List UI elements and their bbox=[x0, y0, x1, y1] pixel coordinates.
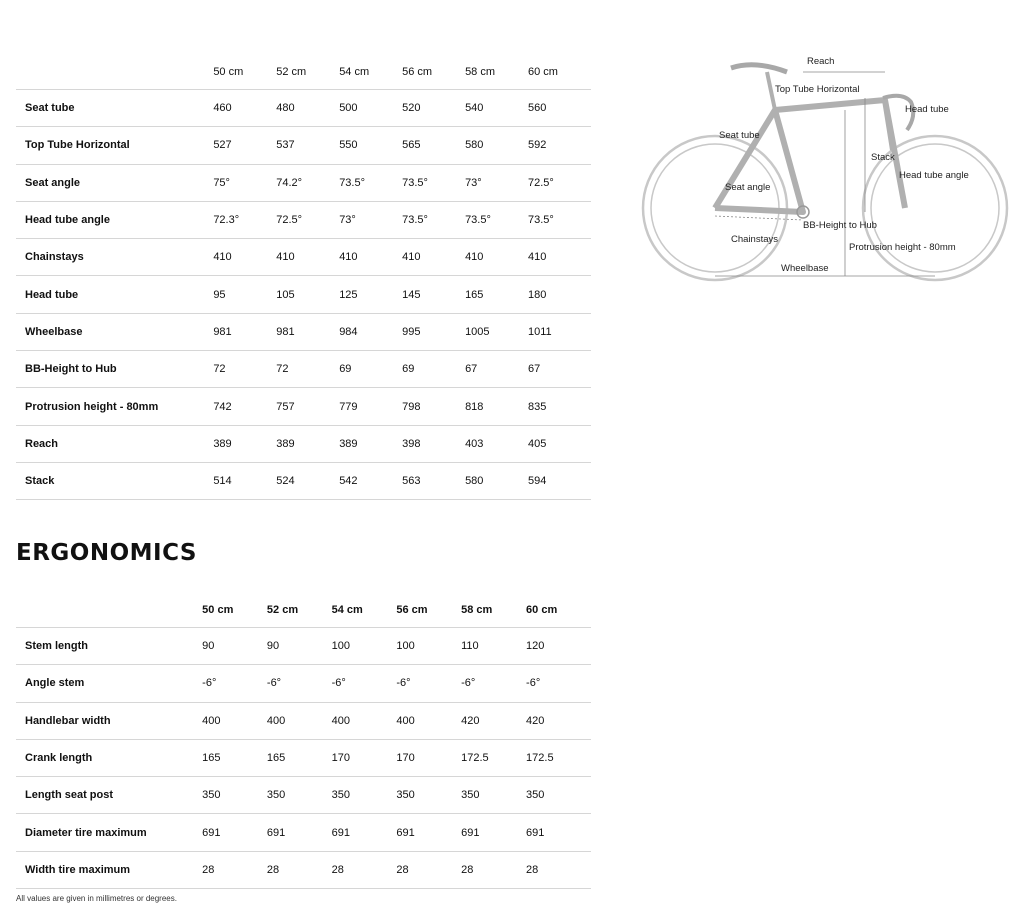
geometry-col-header: 52 cm bbox=[276, 65, 307, 78]
geometry-cell: 410 bbox=[339, 251, 358, 264]
geometry-cell: 165 bbox=[465, 288, 484, 301]
geometry-cell: 757 bbox=[276, 400, 295, 413]
ergonomics-cell: 165 bbox=[266, 752, 286, 765]
ergonomics-cell: 420 bbox=[461, 714, 480, 727]
geometry-row-label: Reach bbox=[25, 437, 59, 450]
geometry-cell: 460 bbox=[213, 102, 232, 115]
label-chainstays: Chainstays bbox=[731, 234, 778, 245]
label-head-tube: Head tube bbox=[905, 104, 949, 115]
geometry-cell: 410 bbox=[402, 251, 421, 264]
geometry-cell: 742 bbox=[213, 400, 232, 413]
ergonomics-header-row bbox=[16, 592, 591, 628]
ergonomics-row-label: Width tire maximum bbox=[25, 863, 131, 876]
geometry-row-label: Top Tube Horizontal bbox=[25, 139, 130, 152]
geometry-cell: 524 bbox=[276, 475, 295, 488]
ergonomics-row bbox=[16, 628, 591, 665]
ergonomics-cell: 90 bbox=[202, 640, 215, 653]
geometry-cell: 405 bbox=[528, 437, 547, 450]
geometry-row bbox=[16, 313, 591, 350]
label-stack: Stack bbox=[871, 152, 895, 163]
ergonomics-cell: 691 bbox=[396, 826, 415, 839]
footnote: All values are given in millimetres or degrees. bbox=[16, 894, 177, 903]
ergonomics-cell: 350 bbox=[461, 789, 480, 802]
ergonomics-cell: -6° bbox=[331, 677, 346, 690]
bike-geometry-diagram bbox=[635, 50, 1015, 290]
ergonomics-cell: 400 bbox=[396, 714, 415, 727]
ergonomics-cell: -6° bbox=[266, 677, 282, 690]
geometry-cell: 480 bbox=[276, 102, 295, 115]
geometry-cell: 410 bbox=[276, 251, 295, 264]
geometry-cell: 75° bbox=[213, 176, 230, 189]
geometry-cell: 95 bbox=[213, 288, 226, 301]
ergonomics-cell: -6° bbox=[396, 677, 411, 690]
seatpost bbox=[767, 72, 775, 110]
geometry-cell: 73.5° bbox=[339, 176, 365, 189]
geometry-cell: 410 bbox=[213, 251, 232, 264]
ergonomics-cell: 90 bbox=[266, 640, 280, 653]
geometry-cell: 580 bbox=[465, 475, 484, 488]
geometry-cell: 389 bbox=[276, 437, 295, 450]
label-wheelbase: Wheelbase bbox=[781, 263, 829, 274]
geometry-cell: 580 bbox=[465, 139, 484, 152]
ergonomics-col-header: 60 cm bbox=[526, 603, 558, 616]
ergonomics-row-label: Handlebar width bbox=[25, 714, 111, 727]
ergonomics-cell: -6° bbox=[461, 677, 476, 690]
ergonomics-cell: 165 bbox=[202, 752, 221, 765]
geometry-col-header: 58 cm bbox=[465, 65, 496, 78]
geometry-row bbox=[16, 201, 591, 238]
geometry-cell: 560 bbox=[528, 102, 547, 115]
diagram-labels bbox=[719, 56, 969, 274]
ergonomics-col-header: 50 cm bbox=[202, 603, 234, 616]
geometry-cell: 73° bbox=[339, 214, 356, 227]
geometry-row-label: Head tube bbox=[25, 288, 79, 301]
geometry-cell: 73.5° bbox=[528, 214, 554, 227]
geometry-cell: 779 bbox=[339, 400, 358, 413]
geometry-header-row bbox=[16, 54, 591, 90]
geometry-row bbox=[16, 90, 591, 127]
label-protrusion: Protrusion height - 80mm bbox=[849, 242, 956, 253]
geometry-cell: 565 bbox=[402, 139, 421, 152]
ergonomics-header-blank bbox=[16, 592, 202, 628]
geometry-row bbox=[16, 164, 591, 201]
geometry-cell: 981 bbox=[276, 325, 295, 338]
ergonomics-col-header: 56 cm bbox=[396, 603, 428, 616]
ergonomics-cell: 110 bbox=[461, 640, 479, 653]
label-bb-height: BB-Height to Hub bbox=[803, 220, 877, 231]
label-seat-angle: Seat angle bbox=[725, 182, 771, 193]
label-top-tube: Top Tube Horizontal bbox=[775, 84, 860, 95]
ergonomics-cell: 28 bbox=[331, 863, 344, 876]
ergonomics-cell: 170 bbox=[331, 752, 350, 765]
geometry-cell: 105 bbox=[276, 288, 295, 301]
geometry-cell: 69 bbox=[339, 363, 352, 376]
ergonomics-cell: 100 bbox=[331, 640, 350, 653]
geometry-cell: 835 bbox=[528, 400, 547, 413]
ergonomics-cell: -6° bbox=[202, 677, 217, 690]
geometry-cell: 798 bbox=[402, 400, 421, 413]
geometry-cell: 69 bbox=[402, 363, 415, 376]
geometry-cell: 72 bbox=[276, 363, 289, 376]
geometry-cell: 527 bbox=[213, 139, 232, 152]
geometry-cell: 74.2° bbox=[276, 176, 303, 189]
geometry-cell: 514 bbox=[213, 475, 232, 488]
geometry-cell: 67 bbox=[528, 363, 541, 376]
geometry-cell: 981 bbox=[213, 325, 232, 338]
geometry-cell: 520 bbox=[402, 102, 421, 115]
geometry-cell: 542 bbox=[339, 475, 358, 488]
geometry-cell: 410 bbox=[528, 251, 547, 264]
ergonomics-cell: 100 bbox=[396, 640, 415, 653]
ergonomics-row bbox=[16, 814, 591, 851]
ergonomics-row bbox=[16, 777, 591, 814]
geometry-row-label: Seat angle bbox=[25, 176, 81, 189]
geometry-cell: 398 bbox=[402, 437, 421, 450]
ergonomics-row-label: Angle stem bbox=[25, 677, 85, 690]
geometry-row-label: Protrusion height - 80mm bbox=[25, 400, 159, 413]
ergonomics-row-label: Diameter tire maximum bbox=[25, 826, 147, 839]
ergonomics-cell: 691 bbox=[202, 826, 221, 839]
geometry-col-header: 60 cm bbox=[528, 65, 558, 78]
geometry-col-header: 54 cm bbox=[339, 65, 370, 78]
ergonomics-cell: 350 bbox=[266, 789, 286, 802]
label-head-tube-angle: Head tube angle bbox=[899, 170, 969, 181]
geometry-row bbox=[16, 127, 591, 164]
geometry-cell: 72.5° bbox=[528, 176, 554, 189]
geometry-col-header: 50 cm bbox=[213, 65, 244, 78]
ergonomics-cell: 28 bbox=[202, 863, 215, 876]
ergonomics-row bbox=[16, 739, 591, 776]
geometry-cell: 594 bbox=[528, 475, 547, 488]
geometry-row-label: Wheelbase bbox=[25, 325, 83, 338]
geometry-row-label: Seat tube bbox=[25, 102, 75, 115]
geometry-row bbox=[16, 462, 591, 499]
geometry-cell: 550 bbox=[339, 139, 358, 152]
geometry-cell: 540 bbox=[465, 102, 484, 115]
geometry-header-blank bbox=[16, 54, 213, 90]
geometry-col-header: 56 cm bbox=[402, 65, 433, 78]
geometry-cell: 72.5° bbox=[276, 214, 303, 227]
label-reach: Reach bbox=[807, 56, 835, 67]
ergonomics-table bbox=[16, 592, 591, 889]
geometry-row bbox=[16, 425, 591, 462]
ergonomics-col-header: 54 cm bbox=[331, 603, 363, 616]
geometry-table-body bbox=[16, 90, 591, 500]
ergonomics-cell: 691 bbox=[461, 826, 480, 839]
ergonomics-cell: 420 bbox=[526, 714, 545, 727]
geometry-cell: 73° bbox=[465, 176, 482, 189]
geometry-cell: 995 bbox=[402, 325, 421, 338]
geometry-cell: 403 bbox=[465, 437, 484, 450]
chainstay-line bbox=[715, 216, 803, 220]
ergonomics-row bbox=[16, 665, 591, 702]
geometry-row bbox=[16, 351, 591, 388]
geometry-cell: 818 bbox=[465, 400, 484, 413]
geometry-table bbox=[16, 54, 591, 500]
geometry-cell: 410 bbox=[465, 251, 484, 264]
geometry-cell: 389 bbox=[339, 437, 358, 450]
geometry-cell: 1005 bbox=[465, 325, 490, 338]
ergonomics-cell: -6° bbox=[526, 677, 541, 690]
geometry-cell: 73.5° bbox=[465, 214, 491, 227]
ergonomics-cell: 350 bbox=[331, 789, 350, 802]
ergonomics-cell: 28 bbox=[461, 863, 474, 876]
ergonomics-cell: 172.5 bbox=[526, 752, 554, 765]
ergonomics-col-header: 58 cm bbox=[461, 603, 493, 616]
ergonomics-cell: 400 bbox=[331, 714, 350, 727]
ergonomics-cell: 691 bbox=[331, 826, 350, 839]
ergonomics-row bbox=[16, 702, 591, 739]
ergonomics-cell: 350 bbox=[526, 789, 545, 802]
geometry-cell: 537 bbox=[276, 139, 295, 152]
geometry-row-label: BB-Height to Hub bbox=[25, 363, 117, 376]
ergonomics-row-label: Crank length bbox=[25, 752, 93, 765]
geometry-cell: 500 bbox=[339, 102, 358, 115]
geometry-row bbox=[16, 276, 591, 313]
geometry-row bbox=[16, 239, 591, 276]
ergonomics-title: ERGONOMICS bbox=[16, 540, 197, 566]
ergonomics-cell: 28 bbox=[526, 863, 539, 876]
geometry-cell: 72.3° bbox=[213, 214, 240, 227]
geometry-cell: 563 bbox=[402, 475, 421, 488]
geometry-cell: 592 bbox=[528, 139, 547, 152]
geometry-cell: 180 bbox=[528, 288, 547, 301]
geometry-cell: 73.5° bbox=[402, 214, 428, 227]
ergonomics-table-body bbox=[16, 628, 591, 889]
ergonomics-cell: 28 bbox=[396, 863, 409, 876]
ergonomics-cell: 691 bbox=[526, 826, 545, 839]
saddle bbox=[731, 65, 787, 72]
ergonomics-cell: 691 bbox=[266, 826, 286, 839]
ergonomics-col-header: 52 cm bbox=[266, 603, 299, 616]
ergonomics-cell: 350 bbox=[202, 789, 221, 802]
geometry-row-label: Head tube angle bbox=[25, 214, 110, 227]
geometry-cell: 73.5° bbox=[402, 176, 428, 189]
geometry-cell: 389 bbox=[213, 437, 232, 450]
geometry-cell: 125 bbox=[339, 288, 358, 301]
ergonomics-cell: 28 bbox=[266, 863, 280, 876]
geometry-cell: 1011 bbox=[528, 325, 552, 338]
ergonomics-cell: 172.5 bbox=[461, 752, 489, 765]
ergonomics-cell: 170 bbox=[396, 752, 415, 765]
geometry-cell: 984 bbox=[339, 325, 358, 338]
geometry-row-label: Chainstays bbox=[25, 251, 84, 264]
ergonomics-row bbox=[16, 851, 591, 888]
geometry-cell: 67 bbox=[465, 363, 478, 376]
ergonomics-cell: 350 bbox=[396, 789, 415, 802]
geometry-cell: 145 bbox=[402, 288, 421, 301]
geometry-cell: 72 bbox=[213, 363, 226, 376]
ergonomics-cell: 400 bbox=[266, 714, 286, 727]
ergonomics-cell: 400 bbox=[202, 714, 221, 727]
ergonomics-cell: 120 bbox=[526, 640, 545, 653]
ergonomics-row-label: Length seat post bbox=[25, 789, 114, 802]
geometry-row bbox=[16, 388, 591, 425]
ergonomics-row-label: Stem length bbox=[25, 640, 88, 653]
geometry-row-label: Stack bbox=[25, 475, 55, 488]
label-seat-tube: Seat tube bbox=[719, 130, 760, 141]
